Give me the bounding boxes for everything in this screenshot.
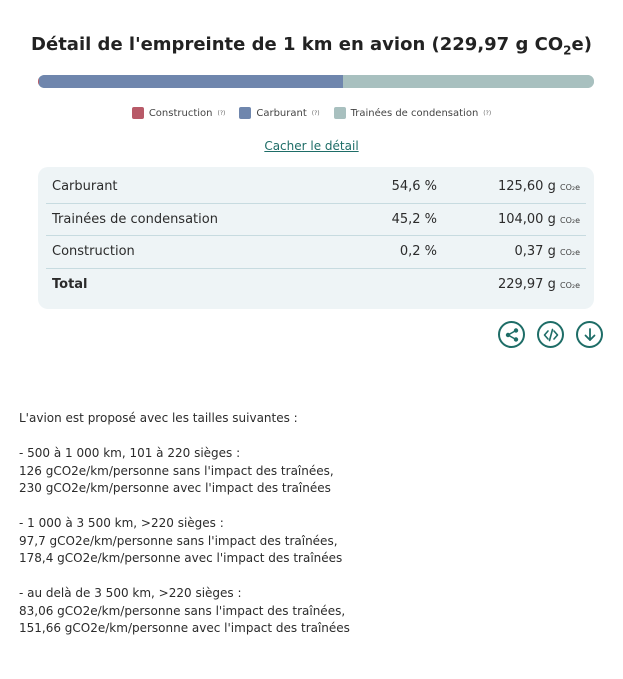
page-title (0, 34, 623, 58)
row-value (437, 244, 580, 259)
row-value (437, 212, 580, 227)
embed-button[interactable] (537, 321, 564, 348)
note-line: 83,06 gCO2e/km/personne sans l'impact des traînées, (19, 603, 346, 618)
footprint-bar (38, 75, 594, 88)
table-row (46, 204, 586, 237)
legend-item-construction (132, 107, 226, 119)
note-heading: - au delà de 3 500 km, >220 sièges : (19, 586, 242, 600)
legend-swatch (239, 107, 251, 119)
row-percent: 0,2 % (399, 244, 437, 260)
note-line: 178,4 gCO2e/km/personne avec l'impact des traînées (19, 551, 343, 565)
note-line: 126 gCO2e/km/personne sans l'impact des traînées, (19, 463, 334, 478)
hide-detail-link[interactable]: Cacher le détail (264, 139, 359, 153)
info-mark[interactable]: (?) (217, 109, 226, 117)
legend (0, 107, 623, 119)
table-row-total (46, 269, 586, 302)
info-mark[interactable]: (?) (483, 109, 492, 117)
value-unit: CO₂e (559, 248, 580, 258)
note-heading: - 1 000 à 3 500 km, >220 sièges : (19, 516, 224, 530)
note-line: 230 gCO2e/km/personne avec l'impact des traînées (19, 481, 331, 495)
code-icon (543, 327, 559, 343)
value-number: 229,97 g (497, 277, 556, 293)
row-percent: 54,6 % (391, 179, 437, 195)
info-mark[interactable]: (?) (311, 109, 320, 117)
legend-label: Trainées de condensation (350, 107, 479, 119)
note-heading: - 500 à 1 000 km, 101 à 220 sièges : (19, 446, 241, 460)
legend-swatch (334, 107, 346, 119)
download-button[interactable] (576, 321, 603, 348)
value-number: 0,37 g (514, 244, 556, 260)
value-unit: CO₂e (559, 215, 580, 225)
legend-item-trainees (334, 107, 492, 119)
sizes-note (19, 410, 579, 638)
row-label: Construction (52, 244, 135, 260)
detail-table (38, 167, 594, 309)
row-label: Carburant (52, 179, 118, 195)
value-unit: CO₂e (559, 183, 580, 193)
legend-swatch (132, 107, 144, 119)
note-intro: L'avion est proposé avec les tailles suivantes : (19, 411, 298, 425)
row-value (437, 179, 580, 194)
row-percent: 45,2 % (391, 211, 437, 227)
legend-label: Construction (148, 107, 213, 119)
share-icon (504, 327, 520, 343)
bar-segment-carburant (39, 75, 343, 88)
row-label: Total (52, 277, 88, 293)
value-number: 104,00 g (497, 211, 556, 227)
value-unit: CO₂e (559, 281, 580, 291)
share-button[interactable] (498, 321, 525, 348)
title-subscript: 2 (563, 43, 572, 58)
note-line: 151,66 gCO2e/km/personne avec l'impact des traînées (19, 621, 350, 635)
value-number: 125,60 g (497, 179, 556, 195)
table-row (46, 171, 586, 204)
row-label: Trainées de condensation (52, 211, 218, 227)
bar-segment-trainees (343, 75, 594, 88)
legend-item-carburant (239, 107, 319, 119)
legend-label: Carburant (256, 107, 307, 119)
table-row (46, 236, 586, 269)
row-value (437, 277, 580, 292)
title-text: Détail de l'empreinte de 1 km en avion (229,97 g CO (31, 34, 564, 55)
action-buttons (498, 321, 603, 348)
note-line: 97,7 gCO2e/km/personne sans l'impact des traînées, (19, 533, 338, 548)
title-end: e) (571, 34, 592, 55)
download-icon (582, 327, 598, 343)
